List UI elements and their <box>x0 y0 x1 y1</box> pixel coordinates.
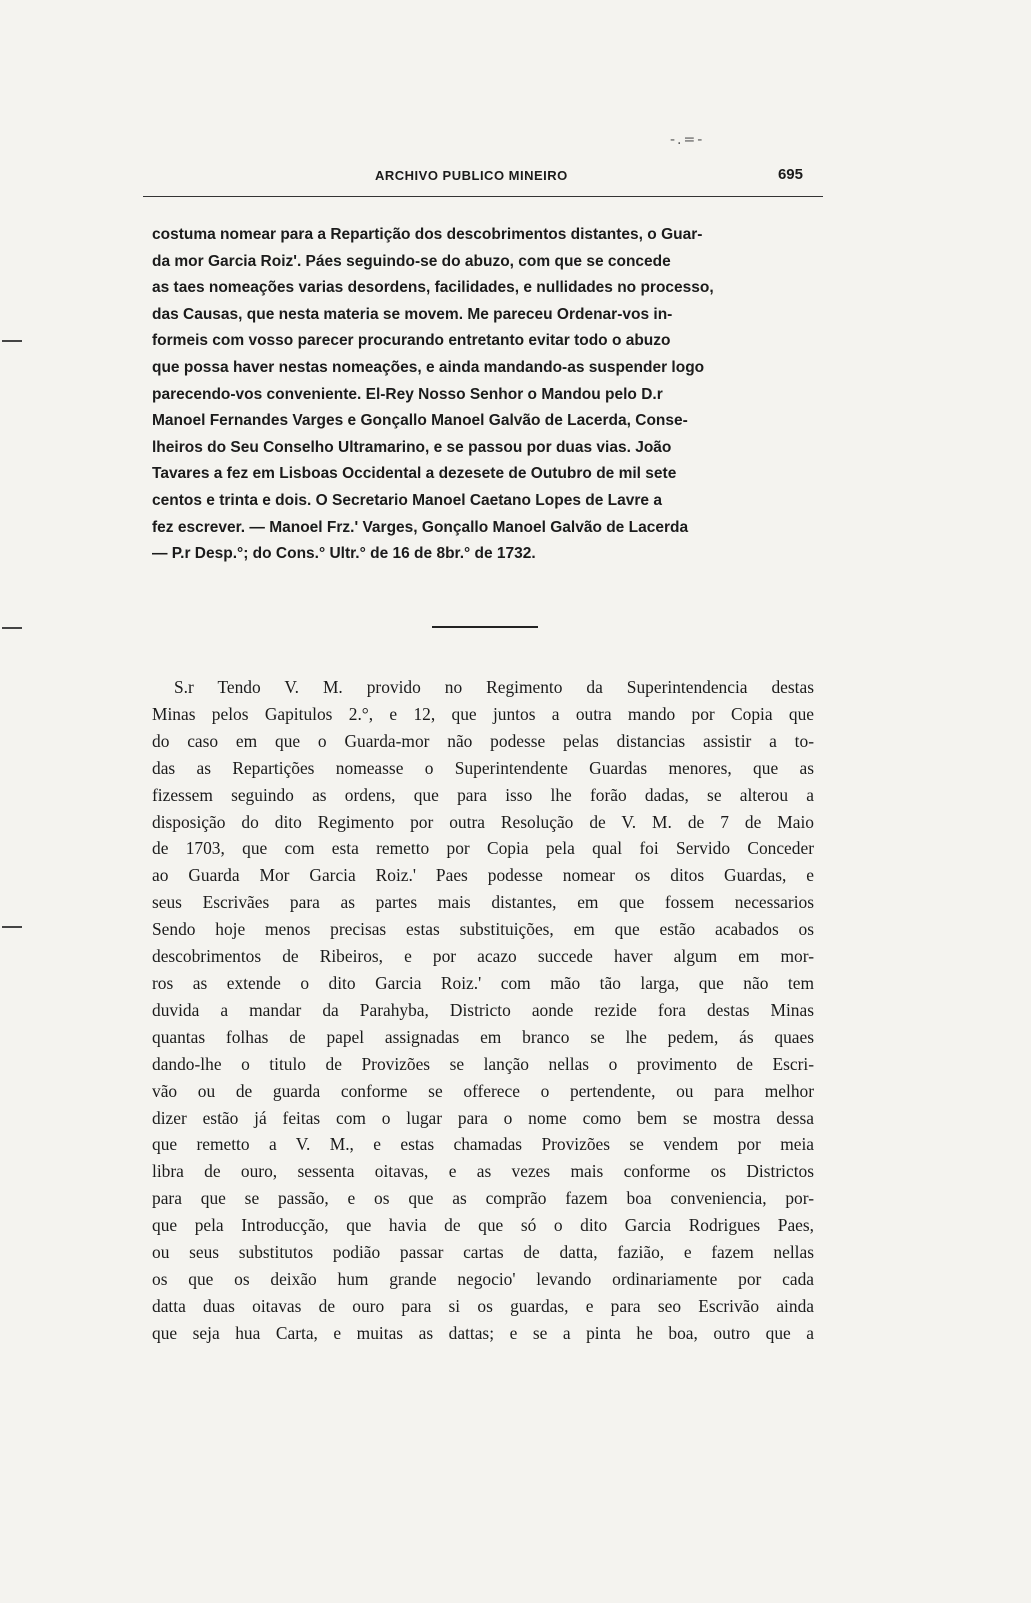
text-line: centos e trinta e dois. O Secretario Manoel Caetano Lopes de Lavre a <box>152 491 662 509</box>
text-line: do caso em que o Guarda-mor não podesse pelas distancias assistir a to- <box>152 730 814 751</box>
text-line: descobrimentos de Ribeiros, e por acazo succede haver algum em mor- <box>152 946 814 967</box>
text-line: que seja hua Carta, e muitas as dattas; e se a pinta he boa, outro que a <box>152 1322 814 1343</box>
text-line: — P.r Desp.°; do Cons.° Ultr.° de 16 de 8br.° de 1732. <box>152 545 536 563</box>
section-divider <box>432 626 538 628</box>
text-line: ou seus substitutos podião passar cartas de datta, fazião, e fazem nellas <box>152 1242 814 1263</box>
text-line: formeis com vosso parecer procurando entretanto evitar todo o abuzo <box>152 332 671 350</box>
text-line: da mor Garcia Roiz'. Páes seguindo-se do abuzo, com que se concede <box>152 252 671 270</box>
text-line: lheiros do Seu Conselho Ultramarino, e se passou por duas vias. João <box>152 438 672 456</box>
text-line: quantas folhas de papel assignadas em branco se lhe pedem, ás quaes <box>152 1026 814 1047</box>
text-line: Sendo hoje menos precisas estas substituições, em que estão acabados os <box>152 919 814 940</box>
text-line: dando-lhe o titulo de Provizões se lanção nellas o provimento de Escri- <box>152 1053 814 1074</box>
text-line: Manoel Fernandes Varges e Gonçallo Manoel Galvão de Lacerda, Conse- <box>152 412 688 430</box>
text-line: duvida a mandar da Parahyba, Districto aonde rezide fora destas Minas <box>152 999 814 1020</box>
text-line: ao Guarda Mor Garcia Roiz.' Paes podesse nomear os ditos Guardas, e <box>152 865 814 886</box>
margin-mark <box>2 627 22 629</box>
text-line: fez escrever. — Manoel Frz.' Varges, Gonçallo Manoel Galvão de Lacerda <box>152 518 689 536</box>
text-line: vão ou de guarda conforme se offerece o pertendente, ou para melhor <box>152 1080 814 1101</box>
paragraph-1 <box>152 222 812 568</box>
text-line: Tavares a fez em Lisboas Occidental a dezesete de Outubro de mil sete <box>152 465 677 483</box>
text-line: disposição do dito Regimento por outra Resolução de V. M. de 7 de Maio <box>152 811 814 832</box>
text-line: S.r Tendo V. M. provido no Regimento da Superintendencia destas <box>174 677 814 697</box>
paragraph-2 <box>152 674 814 1347</box>
header-title: ARCHIVO PUBLICO MINEIRO <box>375 168 568 183</box>
text-line: seus Escrivães para as partes mais distantes, em que fossem necessarios <box>152 892 814 913</box>
text-line: das Causas, que nesta materia se movem. Me pareceu Ordenar-vos in- <box>152 305 673 323</box>
text-line: as taes nomeações varias desordens, facilidades, e nullidades no processo, <box>152 279 714 297</box>
text-line: datta duas oitavas de ouro para si os guardas, e para seo Escrivão ainda <box>152 1295 814 1316</box>
header-rule <box>143 196 823 197</box>
text-line: que possa haver nestas nomeações, e ainda mandando-as suspender logo <box>152 358 705 376</box>
text-line: costuma nomear para a Repartição dos descobrimentos distantes, o Guar- <box>152 226 703 243</box>
text-line: Minas pelos Gapitulos 2.°, e 12, que juntos a outra mando por Copia que <box>152 703 814 724</box>
text-line: libra de ouro, sessenta oitavas, e as vezes mais conforme os Districtos <box>152 1161 814 1182</box>
ink-mark: -.=- <box>670 132 705 148</box>
margin-mark <box>2 340 22 342</box>
text-line: de 1703, que com esta remetto por Copia pela qual foi Servido Conceder <box>152 838 814 859</box>
text-line: que pela Introducção, que havia de que só o dito Garcia Rodrigues Paes, <box>152 1215 814 1236</box>
page-number: 695 <box>777 166 803 183</box>
text-line: das as Repartições nomeasse o Superintendente Guardas menores, que as <box>152 757 814 778</box>
text-line: para que se passão, e os que as comprão fazem boa conveniencia, por- <box>152 1188 814 1209</box>
text-line: fizessem seguindo as ordens, que para isso lhe forão dadas, se alterou a <box>152 784 814 805</box>
running-header <box>143 162 823 192</box>
text-line: que remetto a V. M., e estas chamadas Provizões se vendem por meia <box>152 1134 814 1155</box>
text-line: ros as extende o dito Garcia Roiz.' com mão tão larga, que não tem <box>152 972 814 993</box>
margin-mark <box>2 926 22 928</box>
text-line: parecendo-vos conveniente. El-Rey Nosso Senhor o Mandou pelo D.r <box>152 385 663 403</box>
text-line: dizer estão já feitas com o lugar para o nome como bem se mostra dessa <box>152 1107 814 1128</box>
text-line: os que os deixão hum grande negocio' levando ordinariamente por cada <box>152 1268 814 1289</box>
